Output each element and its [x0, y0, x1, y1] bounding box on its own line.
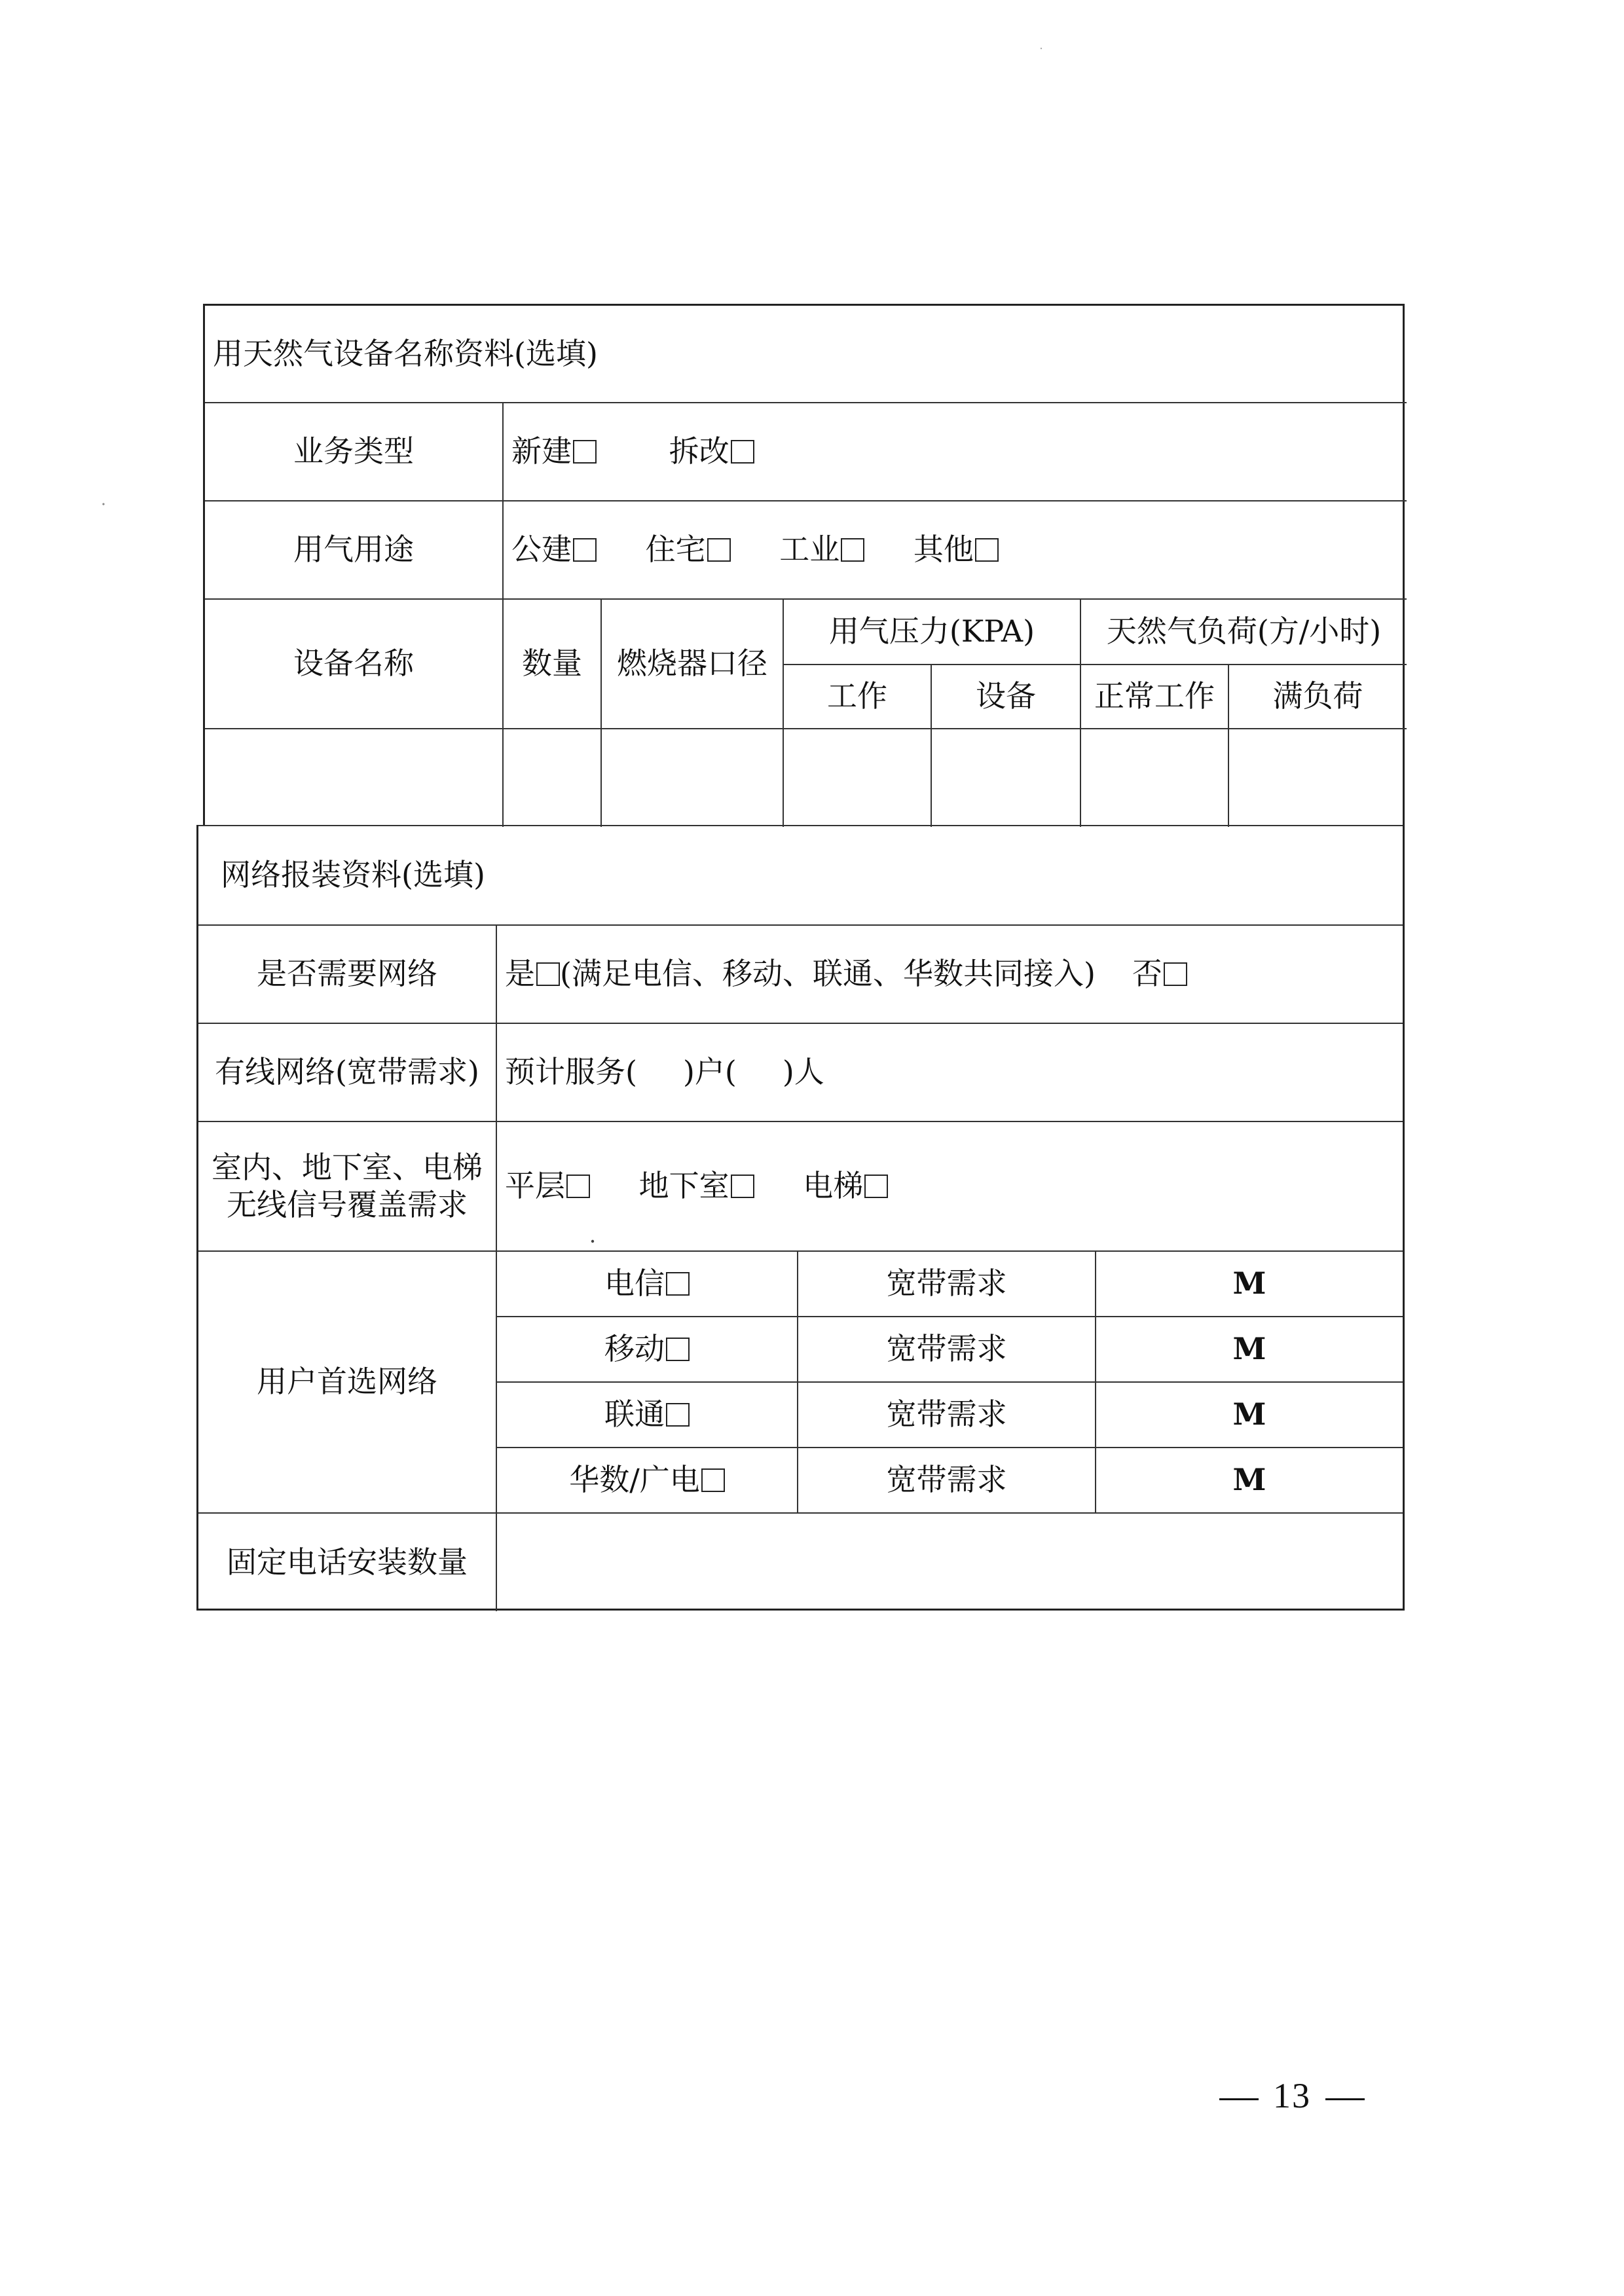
pressure-equipment-header: 设备 [931, 665, 1080, 729]
bandwidth-unit[interactable]: M [1096, 1317, 1403, 1382]
bandwidth-label: 宽带需求 [798, 1382, 1096, 1448]
need-network-label: 是否需要网络 [198, 925, 496, 1023]
option-yes[interactable]: 是 [505, 956, 560, 991]
page-number: 13 [1205, 2075, 1379, 2116]
wireless-coverage-label: 室内、地下室、电梯 无线信号覆盖需求 [198, 1121, 496, 1251]
business-type-label: 业务类型 [205, 403, 503, 501]
carrier-wasu[interactable]: 华数/广电 [496, 1448, 798, 1513]
gas-section-title: 用天然气设备名称资料(选填) [205, 306, 1407, 403]
option-new-build[interactable]: 新建 [511, 433, 597, 471]
bandwidth-label: 宽带需求 [798, 1448, 1096, 1513]
option-elevator[interactable]: 电梯 [803, 1167, 888, 1205]
network-section-title: 网络报装资料(选填) [198, 826, 1403, 925]
bandwidth-label: 宽带需求 [798, 1317, 1096, 1382]
pressure-work-header: 工作 [783, 665, 931, 729]
option-floor[interactable]: 平层 [505, 1167, 590, 1205]
equipment-name-header: 设备名称 [205, 599, 503, 729]
load-normal-header: 正常工作 [1080, 665, 1228, 729]
option-public[interactable]: 公建 [511, 531, 597, 569]
wired-network-field: 预计服务( )户( )人 [496, 1023, 1403, 1121]
usage-label: 用气用途 [205, 501, 503, 599]
load-full-header: 满负荷 [1228, 665, 1407, 729]
quantity-header: 数量 [503, 599, 601, 729]
wired-network-label: 有线网络(宽带需求) [198, 1023, 496, 1121]
option-other[interactable]: 其他 [913, 531, 999, 569]
landline-count-label: 固定电话安装数量 [198, 1513, 496, 1611]
carrier-mobile[interactable]: 移动 [496, 1317, 798, 1382]
pressure-header: 用气压力(KPA) [783, 599, 1080, 665]
bandwidth-unit[interactable]: M [1096, 1382, 1403, 1448]
option-industrial[interactable]: 工业 [779, 531, 864, 569]
bandwidth-label: 宽带需求 [798, 1251, 1096, 1317]
bandwidth-unit[interactable]: M [1096, 1448, 1403, 1513]
yes-note: (满足电信、移动、联通、华数共同接入) [560, 956, 1096, 992]
burner-header: 燃烧器口径 [601, 599, 783, 729]
option-no[interactable]: 否 [1132, 956, 1187, 991]
preferred-network-label: 用户首选网络 [198, 1251, 496, 1513]
carrier-telecom[interactable]: 电信 [496, 1251, 798, 1317]
carrier-unicom[interactable]: 联通 [496, 1382, 798, 1448]
option-rebuild[interactable]: 拆改 [669, 433, 754, 471]
option-basement[interactable]: 地下室 [639, 1167, 754, 1205]
option-residential[interactable]: 住宅 [646, 531, 731, 569]
bandwidth-unit[interactable]: M [1096, 1251, 1403, 1317]
load-header: 天然气负荷(方/小时) [1080, 599, 1407, 665]
